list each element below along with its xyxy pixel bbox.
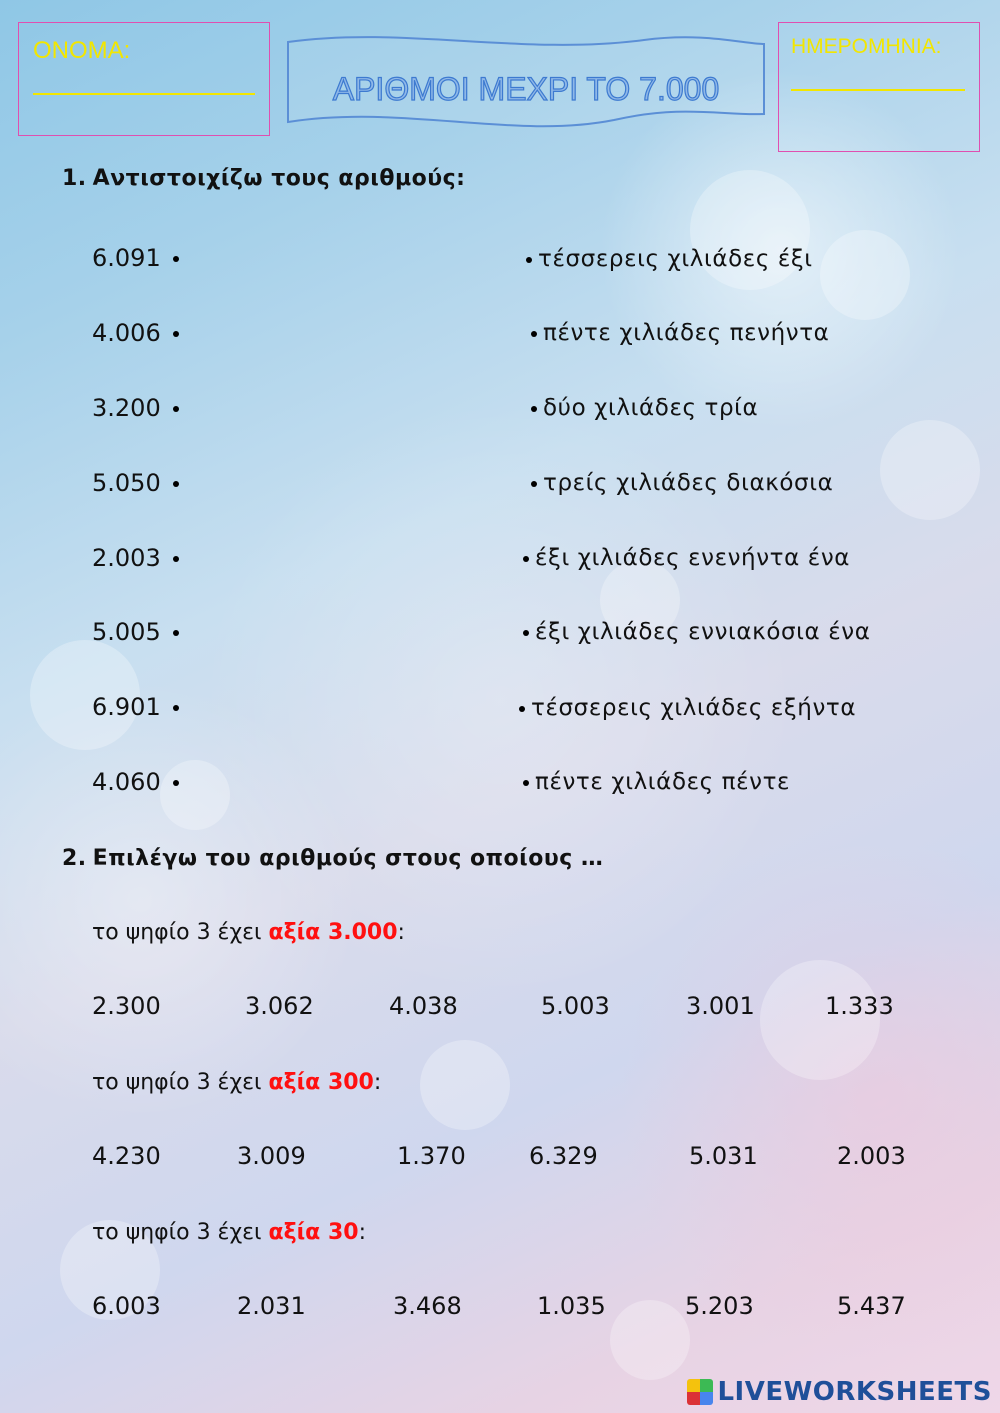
date-box: [778, 22, 980, 152]
bokeh-light: [690, 170, 810, 290]
question-prompt: το ψηφίο 3 έχει αξία 300:: [92, 1070, 382, 1095]
brand-name: LIVEWORKSHEETS: [717, 1377, 992, 1407]
choice-option[interactable]: 1.370: [397, 1142, 466, 1170]
match-right-item[interactable]: δύο χιλιάδες τρία: [531, 395, 758, 421]
match-dot[interactable]: [531, 406, 537, 412]
match-right-item[interactable]: έξι χιλιάδες ενενήντα ένα: [523, 545, 850, 571]
match-dot[interactable]: [173, 630, 179, 636]
match-right-item[interactable]: έξι χιλιάδες εννιακόσια ένα: [523, 619, 870, 645]
value-highlight: αξία 3.000: [268, 920, 398, 945]
choice-option[interactable]: 6.329: [529, 1142, 598, 1170]
match-dot[interactable]: [173, 780, 179, 786]
choice-option[interactable]: 3.468: [393, 1292, 462, 1320]
footer-brand[interactable]: [687, 1377, 992, 1407]
section1-heading-text: Αντιστοιχίζω τους αριθμούς:: [92, 166, 466, 191]
question-prompt: το ψηφίο 3 έχει αξία 30:: [92, 1220, 366, 1245]
section1-heading: [62, 166, 465, 191]
page-title: ΑΡΙΘΜΟΙ ΜΕΧΡΙ ΤΟ 7.000: [332, 71, 720, 107]
match-left-item[interactable]: 4.060: [92, 768, 179, 796]
match-dot[interactable]: [523, 780, 529, 786]
choice-option[interactable]: 3.009: [237, 1142, 306, 1170]
match-left-item[interactable]: 4.006: [92, 319, 179, 347]
match-left-item[interactable]: 5.050: [92, 469, 179, 497]
match-dot[interactable]: [531, 481, 537, 487]
match-dot[interactable]: [531, 331, 537, 337]
bokeh-light: [760, 960, 880, 1080]
match-left-item[interactable]: 5.005: [92, 618, 179, 646]
match-dot[interactable]: [173, 331, 179, 337]
date-label: ΗΜΕΡΟΜΗΝΙΑ:: [791, 35, 942, 58]
match-dot[interactable]: [173, 256, 179, 262]
match-dot[interactable]: [523, 556, 529, 562]
choice-option[interactable]: 6.003: [92, 1292, 161, 1320]
match-left-item[interactable]: 6.091: [92, 244, 179, 272]
choice-option[interactable]: 1.035: [537, 1292, 606, 1320]
bokeh-light: [880, 420, 980, 520]
match-left-item[interactable]: 2.003: [92, 544, 179, 572]
title-banner: [284, 30, 768, 132]
match-dot[interactable]: [519, 706, 525, 712]
choice-option[interactable]: 5.203: [685, 1292, 754, 1320]
choice-option[interactable]: 2.300: [92, 992, 161, 1020]
match-right-item[interactable]: τέσσερεις χιλιάδες έξι: [526, 246, 813, 272]
bokeh-light: [820, 230, 910, 320]
choice-option[interactable]: 2.003: [837, 1142, 906, 1170]
match-dot[interactable]: [173, 556, 179, 562]
choice-option[interactable]: 4.038: [389, 992, 458, 1020]
date-line[interactable]: [791, 89, 965, 91]
choice-option[interactable]: 3.062: [245, 992, 314, 1020]
match-right-item[interactable]: τέσσερεις χιλιάδες εξήντα: [519, 695, 856, 721]
choice-option[interactable]: 2.031: [237, 1292, 306, 1320]
match-dot[interactable]: [173, 705, 179, 711]
choice-option[interactable]: 4.230: [92, 1142, 161, 1170]
name-line[interactable]: [33, 93, 255, 95]
match-dot[interactable]: [173, 481, 179, 487]
choice-option[interactable]: 5.437: [837, 1292, 906, 1320]
bokeh-light: [610, 1300, 690, 1380]
match-right-item[interactable]: πέντε χιλιάδες πενήντα: [531, 320, 829, 346]
match-right-item[interactable]: τρείς χιλιάδες διακόσια: [531, 470, 833, 496]
section2-heading-text: Επιλέγω του αριθμούς στους οποίους …: [92, 846, 604, 871]
match-dot[interactable]: [173, 406, 179, 412]
value-highlight: αξία 30: [268, 1220, 359, 1245]
match-left-item[interactable]: 3.200: [92, 394, 179, 422]
choice-option[interactable]: 1.333: [825, 992, 894, 1020]
choice-option[interactable]: 3.001: [686, 992, 755, 1020]
section2-heading: [62, 846, 603, 871]
match-right-item[interactable]: πέντε χιλιάδες πέντε: [523, 769, 790, 795]
name-box: [18, 22, 270, 136]
match-dot[interactable]: [523, 630, 529, 636]
match-dot[interactable]: [526, 257, 532, 263]
bokeh-light: [420, 1040, 510, 1130]
value-highlight: αξία 300: [268, 1070, 374, 1095]
choice-option[interactable]: 5.003: [541, 992, 610, 1020]
choice-option[interactable]: 5.031: [689, 1142, 758, 1170]
name-label: ΟΝΟΜΑ:: [33, 37, 131, 64]
section1-number: 1.: [62, 166, 87, 191]
section2-number: 2.: [62, 846, 87, 871]
match-left-item[interactable]: 6.901: [92, 693, 179, 721]
question-prompt: το ψηφίο 3 έχει αξία 3.000:: [92, 920, 405, 945]
liveworksheets-logo-icon: [687, 1379, 713, 1405]
